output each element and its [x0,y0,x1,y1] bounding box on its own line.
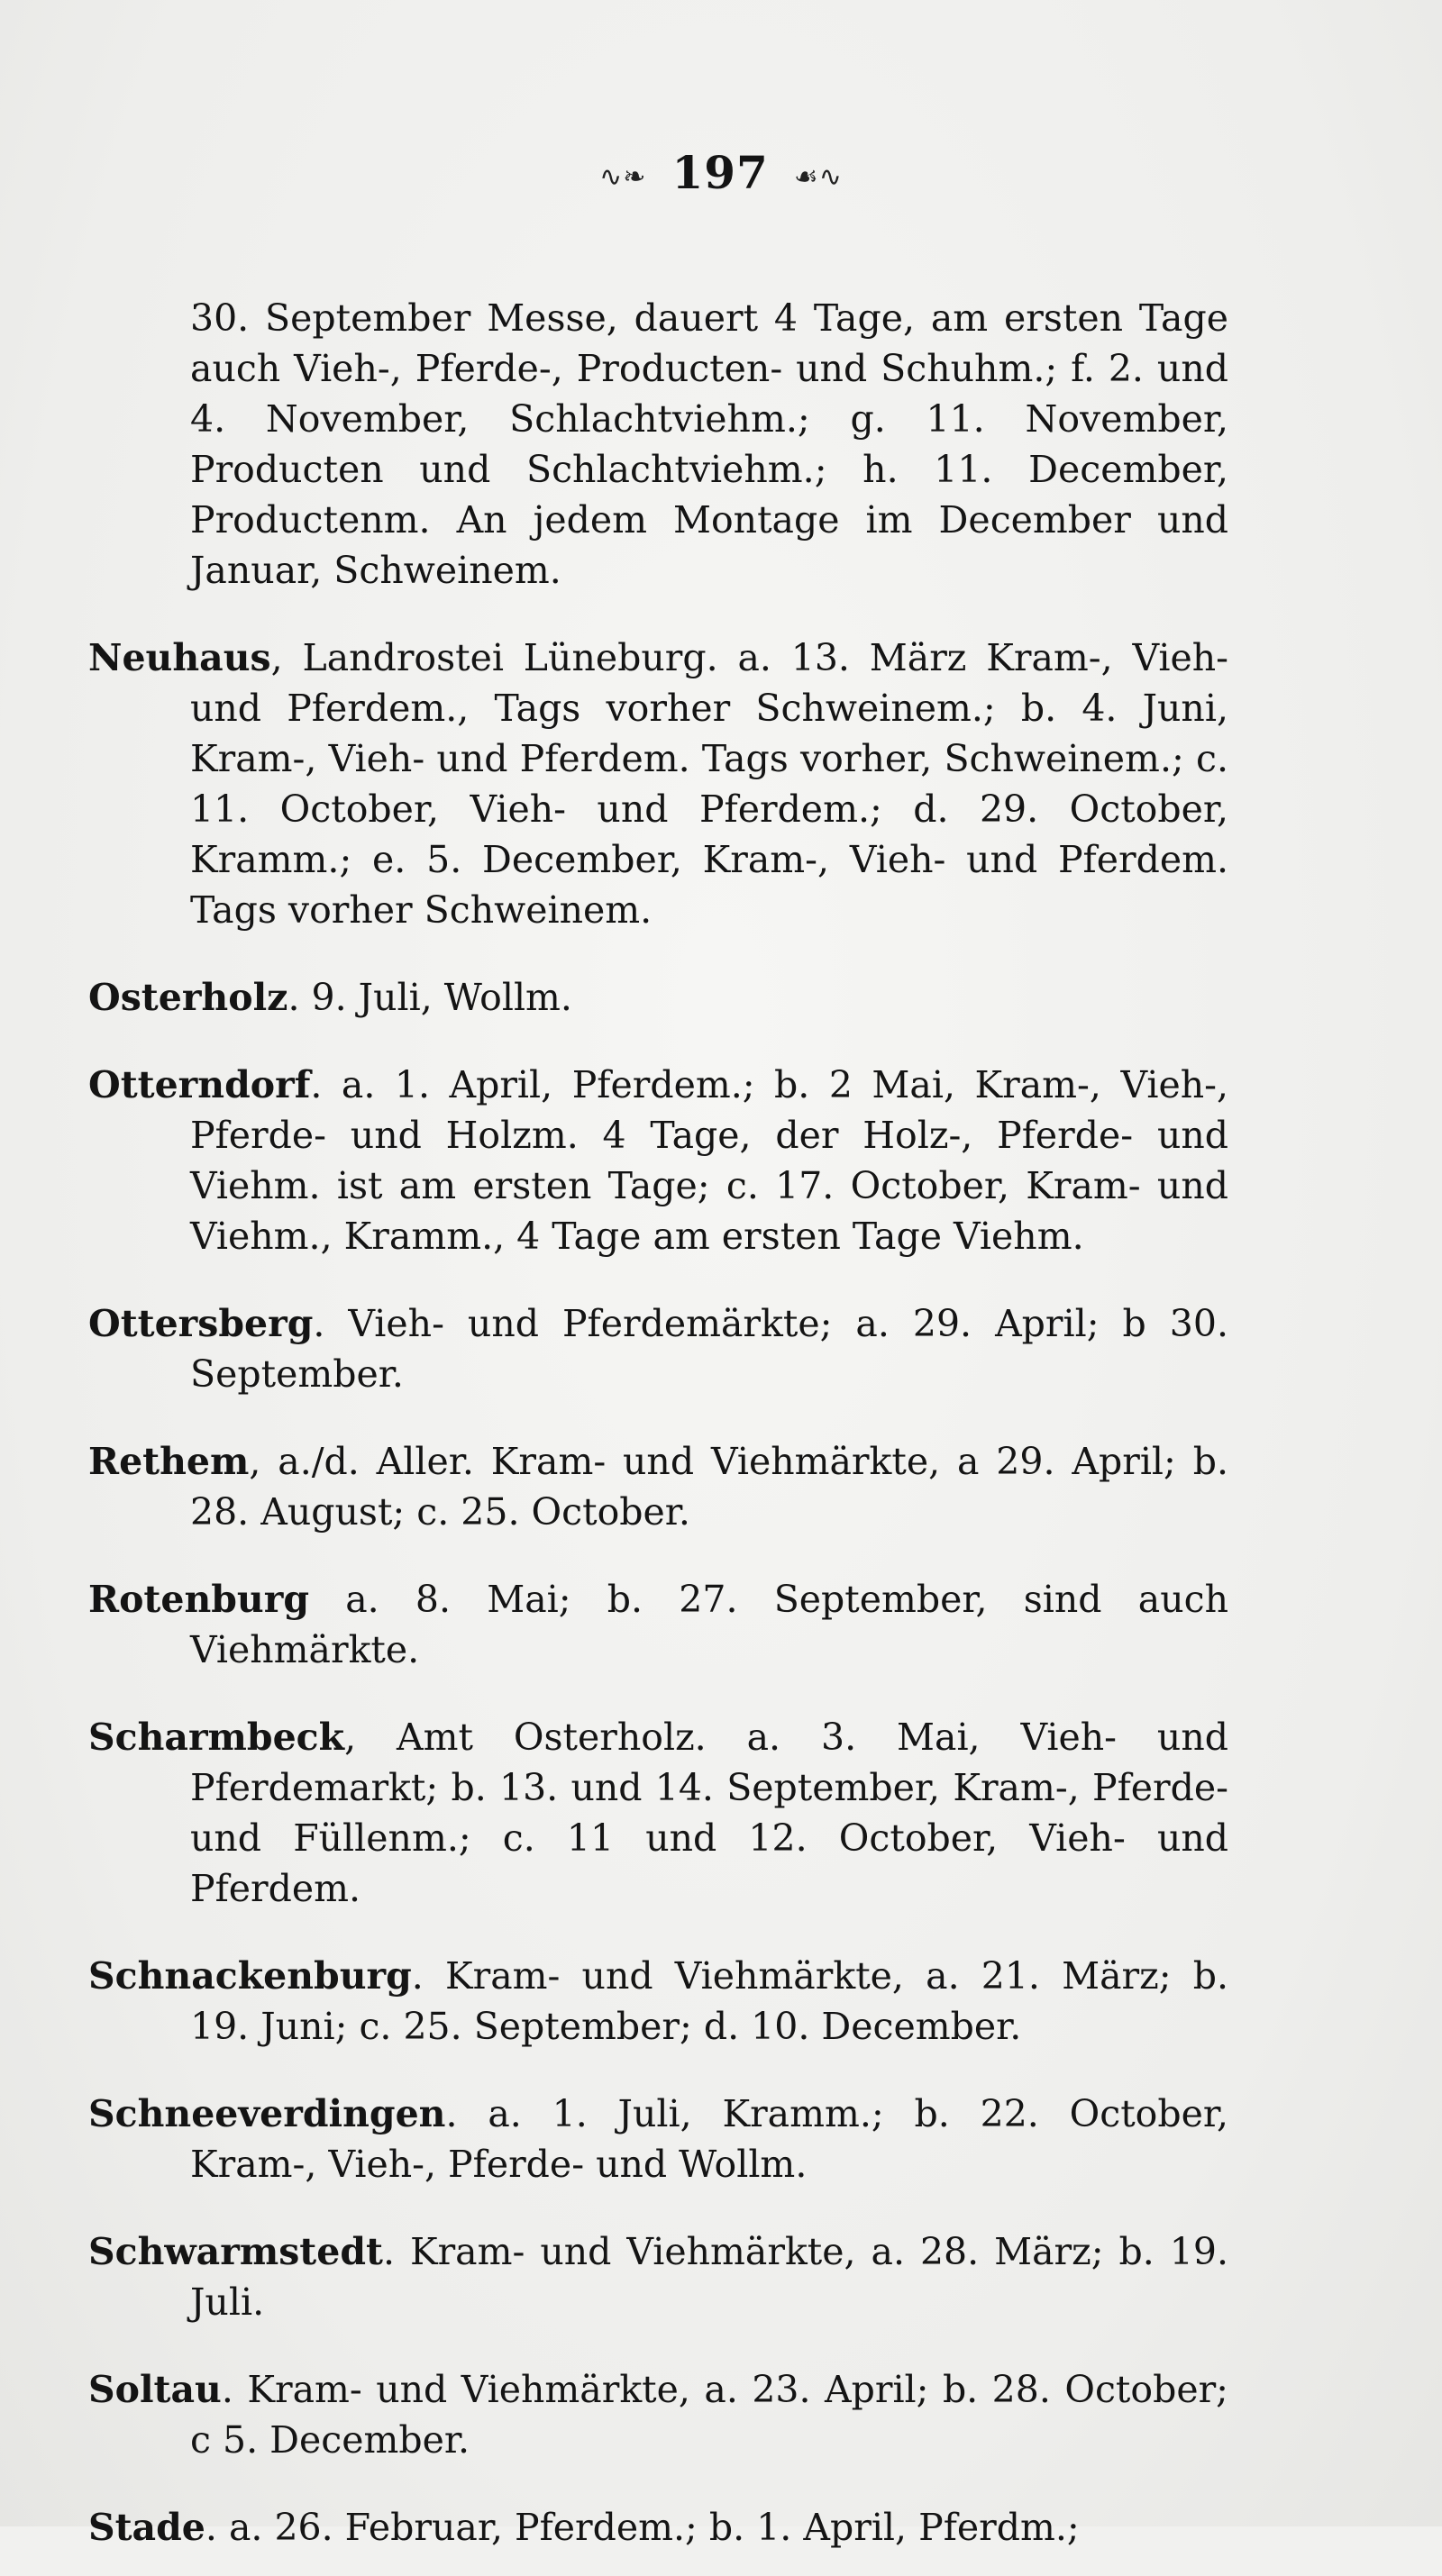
list-item [88,1060,1228,1261]
entry-text: . Kram- und Viehmärkte, a. 21. März; b. 19. Juni; c. 25. September; d. 10. December. [190,1954,1228,2048]
entry-text: . Kram- und Viehmärkte, a. 23. April; b. 28. October; c 5. December. [190,2368,1228,2462]
list-item [88,633,1228,935]
place-name: Schneeverdingen [88,2092,446,2135]
list-item [88,2364,1228,2465]
list-item [88,2089,1228,2189]
list-item [88,1951,1228,2052]
entry-text: , Landrostei Lüneburg. a. 13. März Kram-, Vieh- und Pferdem., Tags vorher Schweinem.; b. 4. Juni, Kram-, Vieh- und Pferdem. Tags vorher, Schweinem.; c. 11. October, Vieh- und Pferdem.; d. 29. October, Kramm.; e. 5. December, Kram-, Vieh- und Pferdem. Tags vorher Schweinem. [190,636,1228,932]
list-item [88,1436,1228,1537]
entry-text: . a. 1. Juli, Kramm.; b. 22. October, Kram-, Vieh-, Pferde- und Wollm. [190,2092,1228,2186]
entry-text: . Vieh- und Pferdemärkte; a. 29. April; b 30. September. [190,1302,1228,1396]
entry-text: . a. 26. Februar, Pferdem.; b. 1. April, Pferdm.; [205,2506,1080,2549]
place-name: Stade [88,2506,205,2549]
place-name: Neuhaus [88,636,271,679]
list-item [88,1712,1228,1914]
place-name: Otterndorf [88,1063,311,1106]
list-item [88,2502,1228,2553]
entry-text: . 9. Juli, Wollm. [287,976,572,1019]
entry-text: 30. September Messe, dauert 4 Tage, am ersten Tage auch Vieh-, Pferde-, Producten- und Schuhm.; f. 2. und 4. November, Schlachtviehm.; g. 11. November, Producten und Schlachtviehm.; h. 11. December, Productenm. An jedem Montage im December und Januar, Schweinem. [190,296,1228,592]
place-name: Schwarmstedt [88,2230,383,2273]
entry-text: a. 8. Mai; b. 27. September, sind auch Viehmärkte. [190,1578,1228,1671]
header-ornament-right: ☙∿ [793,160,843,193]
list-item [88,2226,1228,2327]
header-ornament-left: ∿❧ [599,160,647,193]
entry-text: , Amt Osterholz. a. 3. Mai, Vieh- und Pferdemarkt; b. 13. und 14. September, Kram-, Pferde- und Füllenm.; c. 11 und 12. October, Vieh- und Pferdem. [190,1716,1228,1910]
place-name: Ottersberg [88,1302,314,1345]
page-number: 197 [671,146,769,199]
list-item [88,293,1228,596]
place-name: Soltau [88,2368,222,2411]
entry-list [88,256,1228,2576]
entry-text: . a. 1. April, Pferdem.; b. 2 Mai, Kram-, Vieh-, Pferde- und Holzm. 4 Tage, der Holz-, Pferde- und Viehm. ist am ersten Tage; c. 17. October, Kram- und Viehm., Kramm., 4 Tage am ersten Tage Viehm. [190,1063,1228,1258]
place-name: Osterholz [88,976,288,1019]
place-name: Rotenburg [88,1578,309,1621]
page-header [0,146,1442,199]
list-item [88,1574,1228,1675]
place-name: Scharmbeck [88,1716,345,1759]
place-name: Schnackenburg [88,1954,412,1998]
place-name: Rethem [88,1440,250,1483]
entry-text: , a./d. Aller. Kram- und Viehmärkte, a 29. April; b. 28. August; c. 25. October. [190,1440,1228,1534]
list-item [88,972,1228,1023]
entry-text: . Kram- und Viehmärkte, a. 28. März; b. 19. Juli. [190,2230,1228,2324]
list-item [88,1298,1228,1399]
